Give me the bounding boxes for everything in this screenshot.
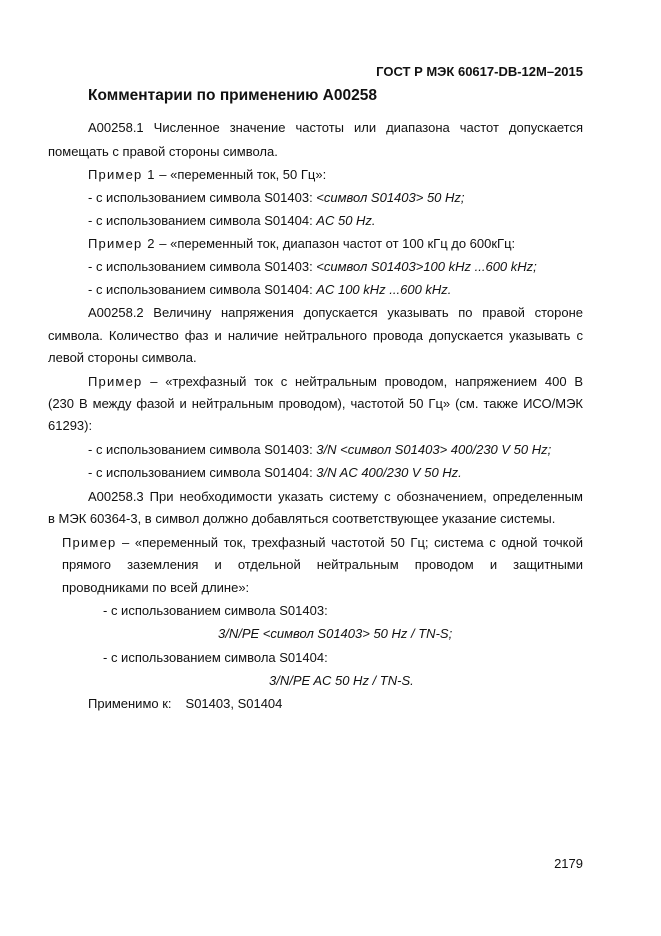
example-4-text: – «переменный ток, трехфазный частотой 50 Гц; система с одной точкой xyxy=(116,535,583,550)
example-3-bullet-2 xyxy=(88,465,462,481)
applicable-to xyxy=(88,696,282,712)
example-2-label: Пример 2 xyxy=(88,236,156,251)
example-4-bullet-1-value: 3/N/PE <символ S01403> 50 Hz / TN-S; xyxy=(218,626,453,641)
example-2-bullet-2 xyxy=(88,282,451,298)
example-3-bullet-1 xyxy=(88,442,551,458)
para-2-line-3: левой стороны символа. xyxy=(48,350,197,365)
bullet-value: 3/N <символ S01403> 400/230 V 50 Hz; xyxy=(316,442,552,457)
para-1-line-1: А00258.1 Численное значение частоты или диапазона частот допускается xyxy=(88,120,583,135)
bullet-prefix: - с использованием символа S01404: xyxy=(88,465,317,480)
example-3-text: – «трехфазный ток с нейтральным проводом, напряжением 400 В xyxy=(142,374,583,389)
example-3-line-3: 61293): xyxy=(48,418,93,433)
example-1-label: Пример 1 xyxy=(88,167,156,182)
example-1-bullet-2 xyxy=(88,213,376,229)
bullet-prefix: - с использованием символа S01403: xyxy=(88,442,317,457)
example-4-line-1 xyxy=(62,535,583,551)
page-number: 2179 xyxy=(554,856,583,871)
example-1 xyxy=(88,167,326,183)
example-3-label: Пример xyxy=(88,374,143,389)
bullet-prefix: - с использованием символа S01404: xyxy=(88,282,317,297)
bullet-value: 3/N AC 400/230 V 50 Hz. xyxy=(316,465,462,480)
example-4-bullet-2-value: 3/N/PE AC 50 Hz / TN-S. xyxy=(269,673,414,688)
example-4-bullet-2: - с использованием символа S01404: xyxy=(103,650,328,665)
bullet-value: <символ S01403> 50 Hz; xyxy=(316,190,465,205)
applicable-label: Применимо к: xyxy=(88,696,172,711)
example-4-bullet-1: - с использованием символа S01403: xyxy=(103,603,328,618)
example-1-bullet-1 xyxy=(88,190,465,206)
example-2-bullet-1 xyxy=(88,259,537,275)
bullet-value: AC 50 Hz. xyxy=(316,213,376,228)
bullet-prefix: - с использованием символа S01403: xyxy=(88,259,317,274)
example-2-text: – «переменный ток, диапазон частот от 100 кГц до 600кГц: xyxy=(155,236,516,251)
standard-header: ГОСТ Р МЭК 60617-DB-12M–2015 xyxy=(376,64,583,79)
applicable-value: S01403, S01404 xyxy=(185,696,283,711)
example-3-line-2: (230 В между фазой и нейтральным проводом), частотой 50 Гц» (см. также ИСО/МЭК xyxy=(48,396,583,411)
para-2-line-1: А00258.2 Величину напряжения допускается указывать по правой стороне xyxy=(88,305,583,320)
example-4-label: Пример xyxy=(62,535,117,550)
bullet-prefix: - с использованием символа S01404: xyxy=(88,213,317,228)
example-3-line-1 xyxy=(88,374,583,390)
para-3-line-1: А00258.3 При необходимости указать систему с обозначением, определенным xyxy=(88,489,583,504)
para-2-line-2: символа. Количество фаз и наличие нейтрального провода допускается указывать с xyxy=(48,328,583,343)
bullet-value: AC 100 kHz ...600 kHz. xyxy=(316,282,452,297)
example-4-line-3: проводниками по всей длине»: xyxy=(62,580,250,595)
bullet-prefix: - с использованием символа S01403: xyxy=(88,190,317,205)
para-3-line-2: в МЭК 60364-3, в символ должно добавляться соответствующее указание системы. xyxy=(48,511,556,526)
section-title: Комментарии по применению А00258 xyxy=(88,87,377,104)
example-2 xyxy=(88,236,515,252)
para-1-line-2: помещать с правой стороны символа. xyxy=(48,144,278,159)
example-1-text: – «переменный ток, 50 Гц»: xyxy=(155,167,327,182)
example-4-line-2: прямого заземления и отдельной нейтральным проводом и защитными xyxy=(62,557,583,572)
bullet-value: <символ S01403>100 kHz ...600 kHz; xyxy=(316,259,537,274)
